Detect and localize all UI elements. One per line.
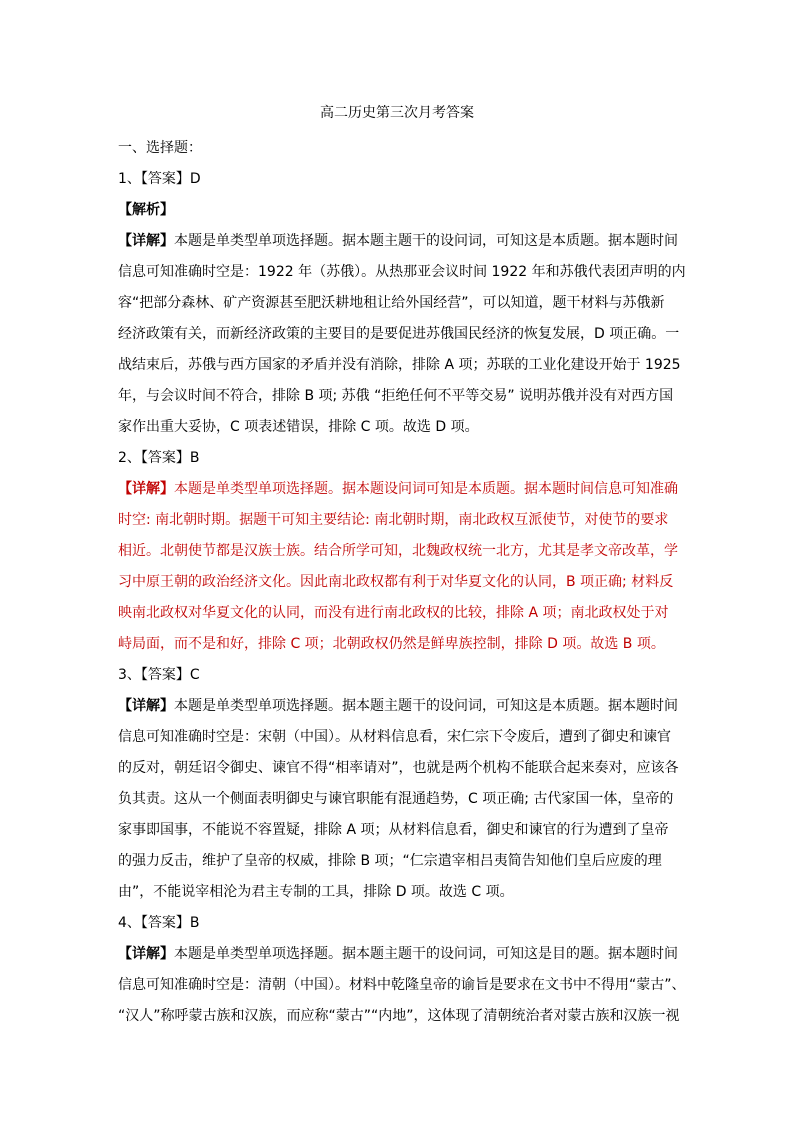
page-title: 高二历史第三次月考答案 bbox=[320, 105, 474, 121]
q1-line-text: 本题是单类型单项选择题。据本题主题干的设问词，可知这是本质题。据本题时间 bbox=[174, 233, 678, 249]
q2-paragraph-line: 映南北政权对华夏文化的认同，而没有进行南北政权的比较，排除 A 项；南北政权处于对 bbox=[118, 605, 669, 621]
q1-paragraph-line: 年，与会议时间不符合，排除 B 项; 苏俄 “拒绝任何不平等交易” 说明苏俄并没有对西方国 bbox=[118, 388, 674, 404]
q3-paragraph-line: 信息可知准确时空是：宋朝（中国）。从材料信息看，宋仁宗下令废后，遭到了御史和谏官 bbox=[118, 729, 671, 745]
q1-paragraph-line: 容“把部分森林、矿产资源甚至肥沃耕地租让给外国经营”，可以知道，题干材料与苏俄新 bbox=[118, 295, 665, 311]
q3-paragraph-line: 的反对，朝廷诏令御史、谏官不得“相率请对”，也就是两个机构不能联合起来奏对，应该各 bbox=[118, 760, 679, 776]
q4-detail-label: 【详解】 bbox=[118, 946, 174, 962]
q4-paragraph-line: “汉人”称呼蒙古族和汉族，而应称“蒙古”“内地”，这体现了清朝统治者对蒙古族和汉族一视 bbox=[118, 1008, 680, 1024]
section-heading: 一、选择题： bbox=[118, 140, 202, 156]
q1-paragraph-line: 经济政策有关，而新经济政策的主要目的是要促进苏俄国民经济的恢复发展，D 项正确。一 bbox=[118, 326, 680, 342]
q1-analysis-label: 【解析】 bbox=[118, 202, 174, 218]
q2-detail-label: 【详解】 bbox=[118, 481, 174, 497]
q1-paragraph-line bbox=[118, 226, 686, 257]
q2-paragraph-line: 峙局面，而不是和好，排除 C 项；北朝政权仍然是鲜卑族控制，排除 D 项。故选 B 项。 bbox=[118, 636, 665, 652]
q3-paragraph-line bbox=[118, 691, 686, 722]
q1-answer-line: 1、【答案】D bbox=[118, 171, 201, 187]
q4-paragraph-line bbox=[118, 939, 686, 970]
q4-line-text: 本题是单类型单项选择题。据本题主题干的设问词，可知这是目的题。据本题时间 bbox=[174, 946, 678, 962]
q1-paragraph-line: 家作出重大妥协，C 项表述错误，排除 C 项。故选 D 项。 bbox=[118, 419, 479, 435]
q3-paragraph-line: 家事即国事，不能说不容置疑，排除 A 项；从材料信息看，御史和谏官的行为遭到了皇帝 bbox=[118, 822, 669, 838]
q3-answer-line: 3、【答案】C bbox=[118, 667, 200, 683]
q2-answer-line: 2、【答案】B bbox=[118, 450, 200, 466]
q3-paragraph-line: 的强力反击，维护了皇帝的权威，排除 B 项；“仁宗遣宰相吕夷简告知他们皇后应废的理 bbox=[118, 853, 662, 869]
q2-line-text: 本题是单类型单项选择题。据本题设问词可知是本质题。据本题时间信息可知准确 bbox=[174, 481, 678, 497]
q4-answer-line: 4、【答案】B bbox=[118, 915, 200, 931]
q4-paragraph-line: 信息可知准确时空是：清朝（中国）。材料中乾隆皇帝的谕旨是要求在文书中不得用“蒙古”、 bbox=[118, 977, 686, 993]
q3-detail-label: 【详解】 bbox=[118, 698, 174, 714]
q1-detail-label: 【详解】 bbox=[118, 233, 174, 249]
q2-paragraph-line bbox=[118, 474, 686, 505]
answer-content bbox=[118, 133, 686, 1032]
q2-paragraph-line: 习中原王朝的政治经济文化。因此南北政权都有利于对华夏文化的认同，B 项正确; 材料反 bbox=[118, 574, 674, 590]
q3-paragraph-line: 负其责。这从一个侧面表明御史与谏官职能有混通趋势，C 项正确; 古代家国一体，皇帝的 bbox=[118, 791, 674, 807]
q1-paragraph-line: 信息可知准确时空是：1922 年（苏俄）。从热那亚会议时间 1922 年和苏俄代表团声明的内 bbox=[118, 264, 686, 280]
q1-paragraph-line: 战结束后，苏俄与西方国家的矛盾并没有消除，排除 A 项；苏联的工业化建设开始于 1925 bbox=[118, 357, 681, 373]
q2-paragraph-line: 相近。北朝使节都是汉族士族。结合所学可知，北魏政权统一北方，尤其是孝文帝改革，学 bbox=[118, 543, 678, 559]
q3-line-text: 本题是单类型单项选择题。据本题主题干的设问词，可知这是本质题。据本题时间 bbox=[174, 698, 678, 714]
q3-paragraph-line: 由”，不能说宰相沦为君主专制的工具，排除 D 项。故选 C 项。 bbox=[118, 884, 514, 900]
q2-paragraph-line: 时空: 南北朝时期。据题干可知主要结论: 南北朝时期，南北政权互派使节，对使节的要求 bbox=[118, 512, 669, 528]
